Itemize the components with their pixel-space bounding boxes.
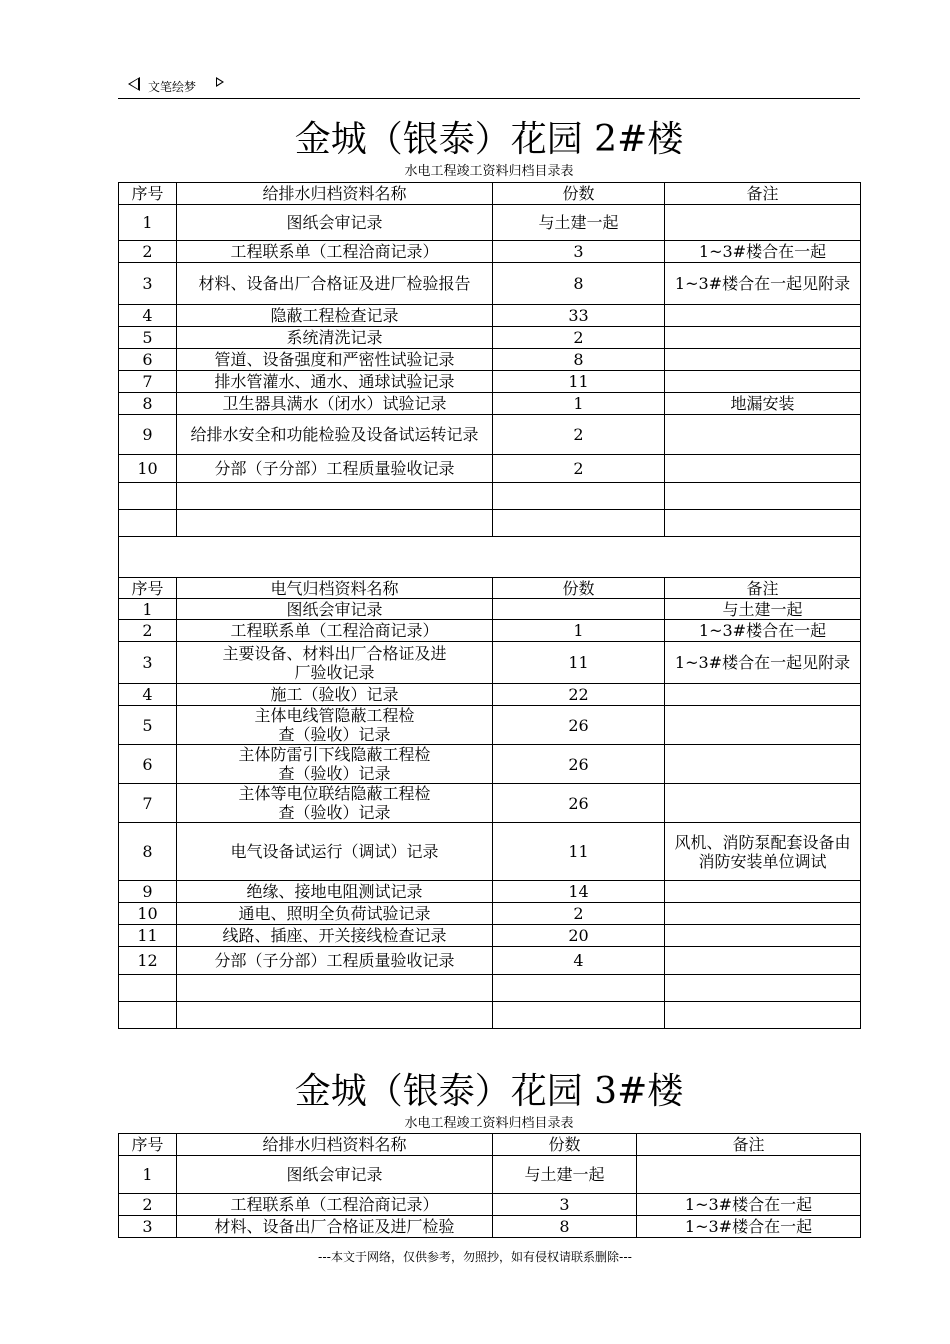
header-cell: 份数 [493, 578, 665, 599]
table-cell [665, 455, 861, 483]
table-cell [665, 327, 861, 349]
table-cell: 11 [119, 925, 177, 947]
table-cell: 工程联系单（工程洽商记录） [177, 241, 493, 263]
table-cell: 电气设备试运行（调试）记录 [177, 823, 493, 881]
table-row [119, 620, 861, 642]
triangle-left-icon [128, 77, 140, 91]
table-cell: 12 [119, 947, 177, 975]
table-cell: 5 [119, 327, 177, 349]
table-cell: 1~3#楼合在一起 [637, 1194, 861, 1216]
table-cell: 与土建一起 [493, 1156, 637, 1194]
empty-row [119, 1002, 861, 1029]
header-cell: 备注 [665, 183, 861, 205]
header-cell: 备注 [665, 578, 861, 599]
table-row [119, 455, 861, 483]
table-cell: 20 [493, 925, 665, 947]
table-cell: 8 [493, 349, 665, 371]
header-cell: 序号 [119, 183, 177, 205]
table-header-row [119, 578, 861, 599]
header-brand: 文笔绘梦 [148, 80, 197, 94]
table-cell: 26 [493, 784, 665, 823]
table-cell: 2 [119, 1194, 177, 1216]
table-cell: 通电、照明全负荷试验记录 [177, 903, 493, 925]
table-row [119, 327, 861, 349]
table-row [119, 1216, 861, 1238]
section-spacer-row [119, 537, 861, 578]
table-cell [665, 205, 861, 241]
empty-row [119, 483, 861, 510]
table-cell: 6 [119, 745, 177, 784]
table-cell: 主要设备、材料出厂合格证及进厂验收记录 [177, 642, 493, 684]
table-cell: 7 [119, 784, 177, 823]
table-cell: 4 [119, 305, 177, 327]
table-cell: 3 [119, 642, 177, 684]
table-cell: 图纸会审记录 [177, 599, 493, 620]
table-row [119, 684, 861, 706]
table-cell: 11 [493, 823, 665, 881]
table-cell: 1~3#楼合在一起见附录 [665, 263, 861, 305]
table-cell: 8 [493, 263, 665, 305]
table-cell: 3 [493, 1194, 637, 1216]
table-cell: 1 [119, 205, 177, 241]
header-cell: 给排水归档资料名称 [177, 183, 493, 205]
table-cell: 1 [493, 393, 665, 415]
table-cell: 26 [493, 745, 665, 784]
table-cell: 与土建一起 [665, 599, 861, 620]
table-cell: 绝缘、接地电阻测试记录 [177, 881, 493, 903]
table-cell: 主体等电位联结隐蔽工程检查（验收）记录 [177, 784, 493, 823]
table-cell: 线路、插座、开关接线检查记录 [177, 925, 493, 947]
table-cell: 11 [493, 371, 665, 393]
table-cell: 2 [119, 241, 177, 263]
table-cell [665, 925, 861, 947]
table-cell [665, 371, 861, 393]
page-header [118, 74, 860, 99]
table-row [119, 393, 861, 415]
table-cell [493, 599, 665, 620]
table-cell: 5 [119, 706, 177, 745]
table-cell: 主体电线管隐蔽工程检查（验收）记录 [177, 706, 493, 745]
table-cell: 2 [493, 455, 665, 483]
table-cell: 分部（子分部）工程质量验收记录 [177, 455, 493, 483]
table-row [119, 263, 861, 305]
header-cell: 序号 [119, 578, 177, 599]
table-row [119, 415, 861, 455]
table-cell: 3 [119, 263, 177, 305]
table-cell: 33 [493, 305, 665, 327]
table-cell: 工程联系单（工程洽商记录） [177, 1194, 493, 1216]
header-cell: 电气归档资料名称 [177, 578, 493, 599]
table-cell: 9 [119, 881, 177, 903]
table-cell: 8 [493, 1216, 637, 1238]
table-cell: 22 [493, 684, 665, 706]
table-cell: 与土建一起 [493, 205, 665, 241]
table-row [119, 349, 861, 371]
table-row [119, 745, 861, 784]
header-cell: 给排水归档资料名称 [177, 1134, 493, 1156]
header-cell: 序号 [119, 1134, 177, 1156]
section-subtitle: 水电工程竣工资料归档目录表 [404, 1116, 574, 1131]
table-cell: 2 [493, 903, 665, 925]
table-cell: 材料、设备出厂合格证及进厂检验 [177, 1216, 493, 1238]
table-cell: 10 [119, 455, 177, 483]
table-cell: 地漏安装 [665, 393, 861, 415]
table-cell: 工程联系单（工程洽商记录） [177, 620, 493, 642]
table-cell: 8 [119, 393, 177, 415]
table-row [119, 903, 861, 925]
plumbing-table [118, 182, 861, 1029]
section-title: 金城（银泰）花园 3#楼 [294, 1071, 684, 1112]
table-cell: 图纸会审记录 [177, 205, 493, 241]
table-cell: 7 [119, 371, 177, 393]
table-cell: 图纸会审记录 [177, 1156, 493, 1194]
table-row [119, 706, 861, 745]
table-cell [665, 684, 861, 706]
table-cell: 4 [119, 684, 177, 706]
table-row [119, 925, 861, 947]
table-row [119, 599, 861, 620]
table-row [119, 305, 861, 327]
table-cell: 主体防雷引下线隐蔽工程检查（验收）记录 [177, 745, 493, 784]
table-row [119, 1194, 861, 1216]
table-cell: 材料、设备出厂合格证及进厂检验报告 [177, 263, 493, 305]
table-header-row [119, 183, 861, 205]
table-cell: 1 [493, 620, 665, 642]
table-cell: 1~3#楼合在一起 [665, 620, 861, 642]
table-cell: 分部（子分部）工程质量验收记录 [177, 947, 493, 975]
table-cell: 10 [119, 903, 177, 925]
table-cell: 给排水安全和功能检验及设备试运转记录 [177, 415, 493, 455]
header-cell: 份数 [493, 1134, 637, 1156]
table-cell: 1 [119, 599, 177, 620]
table-cell [665, 784, 861, 823]
triangle-right-icon [216, 77, 224, 87]
table-cell: 隐蔽工程检查记录 [177, 305, 493, 327]
table-cell: 排水管灌水、通水、通球试验记录 [177, 371, 493, 393]
table-cell [665, 305, 861, 327]
table-cell: 14 [493, 881, 665, 903]
table-cell: 4 [493, 947, 665, 975]
empty-row [119, 510, 861, 537]
table-cell: 卫生器具满水（闭水）试验记录 [177, 393, 493, 415]
table-cell: 9 [119, 415, 177, 455]
table-cell: 1~3#楼合在一起见附录 [665, 642, 861, 684]
table-row [119, 784, 861, 823]
table-cell [665, 881, 861, 903]
table-cell: 8 [119, 823, 177, 881]
table-cell: 风机、消防泵配套设备由消防安装单位调试 [665, 823, 861, 881]
table-cell: 1 [119, 1156, 177, 1194]
table-cell: 系统清洗记录 [177, 327, 493, 349]
table-cell: 6 [119, 349, 177, 371]
table-row [119, 947, 861, 975]
table-cell [637, 1156, 861, 1194]
table-cell: 26 [493, 706, 665, 745]
table-cell [665, 745, 861, 784]
table-cell: 2 [493, 327, 665, 349]
table-row [119, 1156, 861, 1194]
section-subtitle: 水电工程竣工资料归档目录表 [404, 164, 574, 179]
table-row [119, 642, 861, 684]
table-cell [665, 349, 861, 371]
table-cell: 11 [493, 642, 665, 684]
table-cell: 3 [493, 241, 665, 263]
table-row [119, 371, 861, 393]
table-row [119, 881, 861, 903]
plumbing-table [118, 1133, 861, 1238]
table-cell: 1~3#楼合在一起 [637, 1216, 861, 1238]
header-cell: 份数 [493, 183, 665, 205]
table-cell [665, 947, 861, 975]
empty-row [119, 975, 861, 1002]
table-row [119, 241, 861, 263]
table-cell [665, 415, 861, 455]
table-cell: 1~3#楼合在一起 [665, 241, 861, 263]
table-cell: 3 [119, 1216, 177, 1238]
table-cell [665, 903, 861, 925]
table-row [119, 823, 861, 881]
table-cell: 2 [493, 415, 665, 455]
table-cell: 施工（验收）记录 [177, 684, 493, 706]
table-cell: 管道、设备强度和严密性试验记录 [177, 349, 493, 371]
table-cell: 2 [119, 620, 177, 642]
section-title: 金城（银泰）花园 2#楼 [294, 119, 684, 160]
header-cell: 备注 [637, 1134, 861, 1156]
table-header-row [119, 1134, 861, 1156]
table-cell [665, 706, 861, 745]
table-row [119, 205, 861, 241]
page-footer: ---本文于网络，仅供参考，勿照抄，如有侵权请联系删除--- [318, 1250, 632, 1264]
